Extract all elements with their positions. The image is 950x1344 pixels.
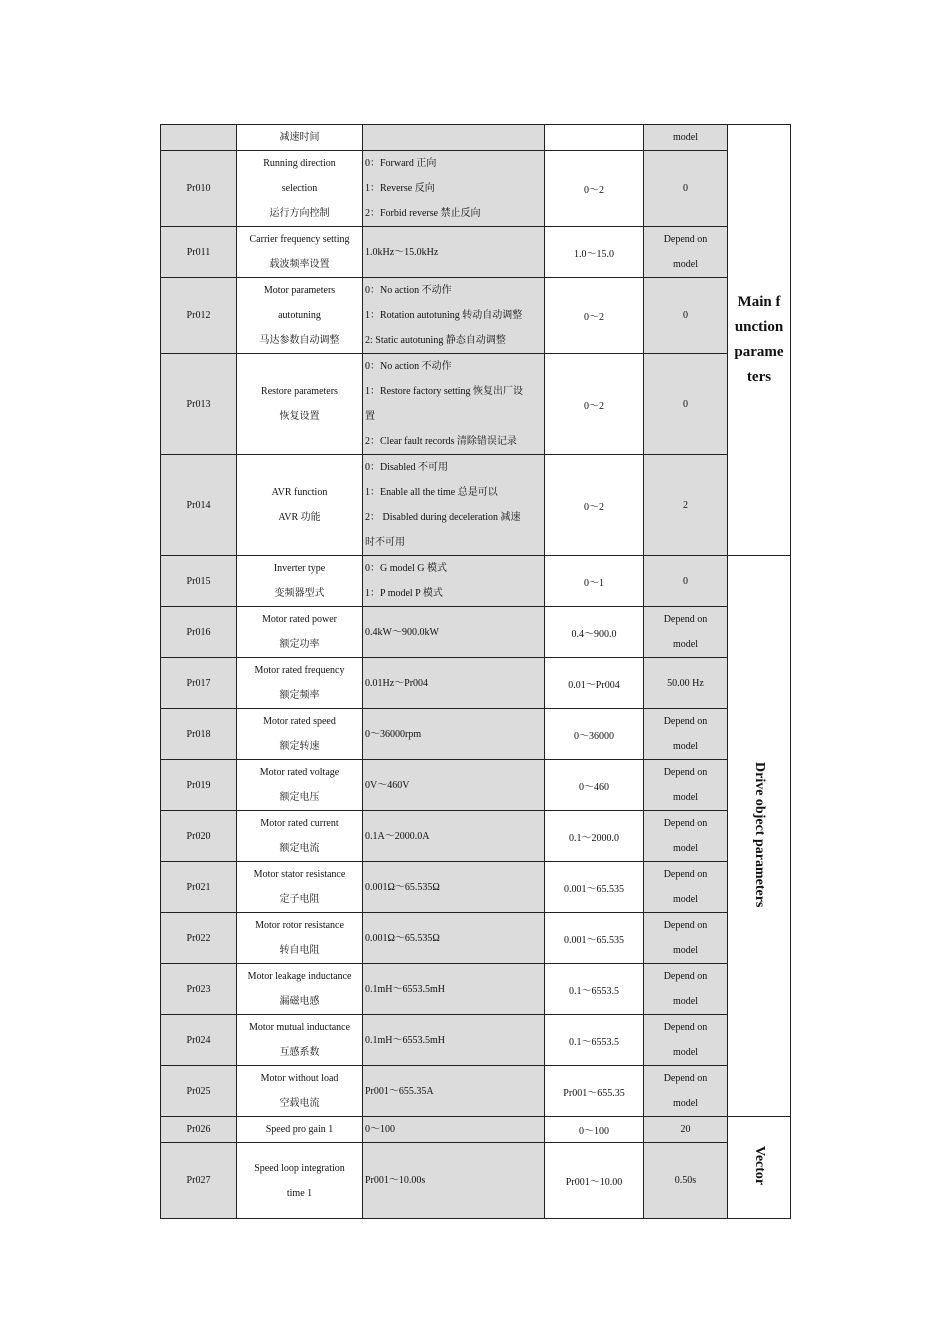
- param-setting-range-line: 2：Clear fault records 清除错误记录: [365, 436, 517, 447]
- param-name-line: AVR function: [271, 487, 328, 498]
- param-code: Pr016: [161, 607, 237, 658]
- param-row: [161, 1015, 791, 1066]
- param-min-max: 0～460: [545, 760, 644, 811]
- param-setting-range: [363, 278, 545, 354]
- param-setting-range-line: 0：Disabled 不可用: [365, 462, 449, 473]
- param-min-max: 0.001～65.535: [545, 913, 644, 964]
- param-row: [161, 760, 791, 811]
- param-code: Pr012: [161, 278, 237, 354]
- param-name-line: Motor rated power: [262, 614, 337, 625]
- parameter-table: [160, 124, 791, 1219]
- param-setting-range-line: 2：Forbid reverse 禁止反向: [365, 208, 481, 219]
- param-code: Pr021: [161, 862, 237, 913]
- main-function-group-label: [728, 125, 791, 556]
- param-code: Pr018: [161, 709, 237, 760]
- param-default-line: Depend on: [663, 767, 708, 778]
- param-name: [237, 227, 363, 278]
- param-setting-range-line: 2: Static autotuning 静态自动调整: [365, 335, 506, 346]
- param-name-line: Running direction: [263, 158, 336, 169]
- param-setting-range: [363, 455, 545, 556]
- param-row: [161, 709, 791, 760]
- param-setting-range: [363, 227, 545, 278]
- param-default-line: model: [673, 996, 698, 1007]
- param-default: [644, 556, 728, 607]
- vector-group-label-text: Vector: [752, 1146, 767, 1186]
- param-setting-range-line: 时不可用: [365, 537, 405, 548]
- main-function-group-label-text: Main function parameters: [734, 294, 784, 385]
- param-setting-range: [363, 709, 545, 760]
- param-min-max: 0～100: [545, 1117, 644, 1143]
- param-setting-range: [363, 1143, 545, 1219]
- param-name-line: 减速时间: [279, 132, 320, 143]
- param-name: [237, 607, 363, 658]
- param-setting-range: [363, 913, 545, 964]
- param-name-line: Speed pro gain 1: [265, 1124, 334, 1135]
- param-min-max: 1.0～15.0: [545, 227, 644, 278]
- param-setting-range-line: 0～100: [365, 1124, 395, 1135]
- param-name-line: 互感系数: [279, 1047, 320, 1058]
- vector-group-label: [728, 1117, 791, 1219]
- param-default: [644, 1015, 728, 1066]
- param-default-line: Depend on: [663, 920, 708, 931]
- param-name-line: 定子电阻: [279, 894, 320, 905]
- param-min-max: 0.1～6553.5: [545, 964, 644, 1015]
- param-default-line: Depend on: [663, 1022, 708, 1033]
- param-default-line: 0: [683, 183, 688, 194]
- param-row: [161, 964, 791, 1015]
- param-default-line: model: [673, 259, 698, 270]
- param-name-line: Inverter type: [273, 563, 326, 574]
- param-row: [161, 125, 791, 151]
- param-name: [237, 1066, 363, 1117]
- param-setting-range: [363, 964, 545, 1015]
- param-default: [644, 913, 728, 964]
- param-setting-range-line: 0.1mH～6553.5mH: [365, 1034, 445, 1046]
- param-name-line: Speed loop integration: [254, 1162, 345, 1174]
- drive-object-group-label-text: Drive object parameters: [752, 761, 767, 908]
- param-setting-range-line: Pr001～655.35A: [365, 1085, 434, 1097]
- param-code: Pr020: [161, 811, 237, 862]
- param-name-line: 漏磁电感: [279, 996, 320, 1007]
- param-name-line: AVR 功能: [278, 512, 321, 523]
- param-name: [237, 278, 363, 354]
- param-default: [644, 862, 728, 913]
- param-default: [644, 1143, 728, 1219]
- param-code: Pr027: [161, 1143, 237, 1219]
- param-default-line: model: [673, 741, 698, 752]
- param-row: [161, 556, 791, 607]
- param-min-max: 0～2: [545, 455, 644, 556]
- param-code: [161, 125, 237, 151]
- param-row: [161, 1143, 791, 1219]
- param-default-line: 50.00 Hz: [667, 677, 704, 689]
- param-code: Pr022: [161, 913, 237, 964]
- param-name-line: Motor rated current: [260, 818, 339, 829]
- param-name-line: Motor parameters: [263, 285, 336, 296]
- param-name-line: autotuning: [278, 310, 321, 321]
- param-setting-range-line: 0：No action 不动作: [365, 361, 452, 372]
- param-min-max: 0.1～6553.5: [545, 1015, 644, 1066]
- param-min-max: [545, 125, 644, 151]
- param-default-line: model: [673, 1047, 698, 1058]
- param-name-line: 运行方向控制: [269, 208, 330, 219]
- param-setting-range-line: Pr001～10.00s: [365, 1175, 426, 1186]
- param-setting-range-line: 0.01Hz～Pr004: [365, 677, 429, 689]
- param-name-line: 马达参数自动调整: [259, 335, 340, 346]
- param-name: [237, 709, 363, 760]
- param-name: [237, 1015, 363, 1066]
- param-setting-range: [363, 607, 545, 658]
- param-setting-range-line: 0：Forward 正向: [365, 158, 437, 169]
- param-default: [644, 1066, 728, 1117]
- param-row: [161, 862, 791, 913]
- param-min-max: 0～2: [545, 278, 644, 354]
- param-min-max: 0～2: [545, 354, 644, 455]
- param-code: Pr013: [161, 354, 237, 455]
- param-default-line: Depend on: [663, 971, 708, 982]
- param-name: [237, 658, 363, 709]
- param-setting-range: [363, 1117, 545, 1143]
- param-setting-range-line: 1：Rotation autotuning 转动自动调整: [365, 310, 523, 321]
- param-row: [161, 1066, 791, 1117]
- param-setting-range-line: 0.1A～2000.0A: [365, 830, 430, 842]
- param-setting-range-line: 0.4kW～900.0kW: [365, 626, 439, 638]
- param-row: [161, 455, 791, 556]
- param-setting-range: [363, 125, 545, 151]
- param-name-line: Motor rated frequency: [254, 665, 345, 676]
- param-min-max: Pr001～655.35: [545, 1066, 644, 1117]
- param-default-line: Depend on: [663, 234, 708, 245]
- param-row: [161, 913, 791, 964]
- param-name-line: 转自电阻: [279, 945, 320, 956]
- param-row: [161, 278, 791, 354]
- param-default-line: 0: [683, 310, 688, 321]
- param-default-line: 0.50s: [674, 1175, 697, 1186]
- param-setting-range: [363, 811, 545, 862]
- param-name-line: Motor rotor resistance: [255, 920, 344, 931]
- param-name-line: Restore parameters: [261, 386, 338, 397]
- param-default: [644, 760, 728, 811]
- param-name-line: 额定功率: [279, 639, 320, 650]
- param-setting-range-line: 1：Reverse 反向: [365, 183, 435, 194]
- param-min-max: 0～36000: [545, 709, 644, 760]
- param-row: [161, 151, 791, 227]
- param-name-line: 载波频率设置: [269, 259, 330, 270]
- param-name-line: Motor rated speed: [263, 716, 336, 727]
- param-min-max: 0.1～2000.0: [545, 811, 644, 862]
- param-setting-range-line: 置: [365, 411, 375, 422]
- param-name: [237, 151, 363, 227]
- param-name-line: Motor without load: [260, 1073, 339, 1084]
- param-min-max: 0.001～65.535: [545, 862, 644, 913]
- param-name: [237, 913, 363, 964]
- param-default: [644, 709, 728, 760]
- param-code: Pr014: [161, 455, 237, 556]
- param-setting-range: [363, 151, 545, 227]
- param-code: Pr011: [161, 227, 237, 278]
- param-setting-range-line: 1：P model P 模式: [365, 588, 443, 599]
- param-default-line: 2: [683, 499, 688, 511]
- drive-object-group-label: [728, 556, 791, 1117]
- param-min-max: 0.4～900.0: [545, 607, 644, 658]
- param-min-max: 0～2: [545, 151, 644, 227]
- param-setting-range-line: 0V～460V: [365, 779, 410, 791]
- param-code: Pr026: [161, 1117, 237, 1143]
- param-name-line: selection: [281, 183, 318, 194]
- param-default: [644, 278, 728, 354]
- param-setting-range: [363, 1066, 545, 1117]
- param-setting-range-line: 0.1mH～6553.5mH: [365, 983, 445, 995]
- param-default: [644, 354, 728, 455]
- param-setting-range-line: 2： Disabled during deceleration 减速: [365, 512, 521, 523]
- param-default: [644, 151, 728, 227]
- param-setting-range-line: 0～36000rpm: [365, 728, 422, 740]
- param-setting-range-line: 0.001Ω～65.535Ω: [365, 881, 440, 893]
- param-default-line: model: [673, 639, 698, 650]
- param-default: [644, 1117, 728, 1143]
- param-name-line: 变频器型式: [274, 588, 325, 599]
- param-setting-range: [363, 556, 545, 607]
- param-code: Pr010: [161, 151, 237, 227]
- param-row: [161, 227, 791, 278]
- param-code: Pr023: [161, 964, 237, 1015]
- param-default-line: 20: [680, 1124, 691, 1135]
- param-name-line: Motor mutual inductance: [248, 1022, 351, 1033]
- param-name-line: Motor leakage inductance: [247, 971, 352, 982]
- param-setting-range-line: 0.001Ω～65.535Ω: [365, 932, 440, 944]
- param-name-line: 额定转速: [279, 741, 320, 752]
- param-default: [644, 125, 728, 151]
- param-name-line: Carrier frequency setting: [249, 234, 350, 245]
- param-default-line: model: [673, 945, 698, 956]
- param-setting-range-line: 0：G model G 模式: [365, 563, 447, 574]
- param-code: Pr015: [161, 556, 237, 607]
- param-row: [161, 658, 791, 709]
- param-setting-range-line: 1.0kHz～15.0kHz: [365, 246, 439, 258]
- param-name: [237, 811, 363, 862]
- param-default-line: Depend on: [663, 869, 708, 880]
- param-name-line: Motor rated voltage: [259, 767, 340, 778]
- param-name: [237, 455, 363, 556]
- param-min-max: 0～1: [545, 556, 644, 607]
- param-setting-range: [363, 354, 545, 455]
- param-name: [237, 964, 363, 1015]
- param-setting-range: [363, 658, 545, 709]
- param-name-line: 恢复设置: [279, 411, 320, 422]
- param-default-line: Depend on: [663, 818, 708, 829]
- param-row: [161, 607, 791, 658]
- param-name-line: 额定电流: [279, 843, 320, 854]
- param-default: [644, 607, 728, 658]
- param-default: [644, 455, 728, 556]
- param-default-line: Depend on: [663, 716, 708, 727]
- param-default: [644, 811, 728, 862]
- param-default-line: 0: [683, 398, 688, 410]
- param-setting-range: [363, 760, 545, 811]
- param-name-line: 额定频率: [279, 690, 320, 701]
- param-default: [644, 658, 728, 709]
- param-setting-range: [363, 862, 545, 913]
- param-name: [237, 1117, 363, 1143]
- param-default-line: model: [673, 894, 698, 905]
- param-name-line: 额定电压: [279, 792, 320, 803]
- param-code: Pr017: [161, 658, 237, 709]
- param-min-max: Pr001～10.00: [545, 1143, 644, 1219]
- param-name: [237, 125, 363, 151]
- param-code: Pr024: [161, 1015, 237, 1066]
- param-default: [644, 227, 728, 278]
- param-name: [237, 760, 363, 811]
- param-default-line: model: [673, 843, 698, 854]
- param-setting-range-line: 1：Restore factory setting 恢复出厂设: [365, 386, 524, 397]
- param-default-line: model: [673, 132, 698, 143]
- param-default-line: model: [673, 792, 698, 803]
- param-setting-range-line: 0：No action 不动作: [365, 285, 452, 296]
- param-name-line: 空载电流: [279, 1098, 320, 1109]
- param-default: [644, 964, 728, 1015]
- param-code: Pr019: [161, 760, 237, 811]
- param-default-line: Depend on: [663, 1073, 708, 1084]
- param-setting-range-line: 1：Enable all the time 总是可以: [365, 487, 498, 498]
- param-name: [237, 1143, 363, 1219]
- param-min-max: 0.01～Pr004: [545, 658, 644, 709]
- param-name: [237, 556, 363, 607]
- param-default-line: model: [673, 1098, 698, 1109]
- param-row: [161, 811, 791, 862]
- param-name-line: Motor stator resistance: [253, 869, 346, 880]
- param-default-line: Depend on: [663, 614, 708, 625]
- param-setting-range: [363, 1015, 545, 1066]
- param-default-line: 0: [683, 575, 688, 587]
- param-row: [161, 1117, 791, 1143]
- param-name-line: time 1: [286, 1187, 313, 1199]
- param-code: Pr025: [161, 1066, 237, 1117]
- param-name: [237, 354, 363, 455]
- param-row: [161, 354, 791, 455]
- param-name: [237, 862, 363, 913]
